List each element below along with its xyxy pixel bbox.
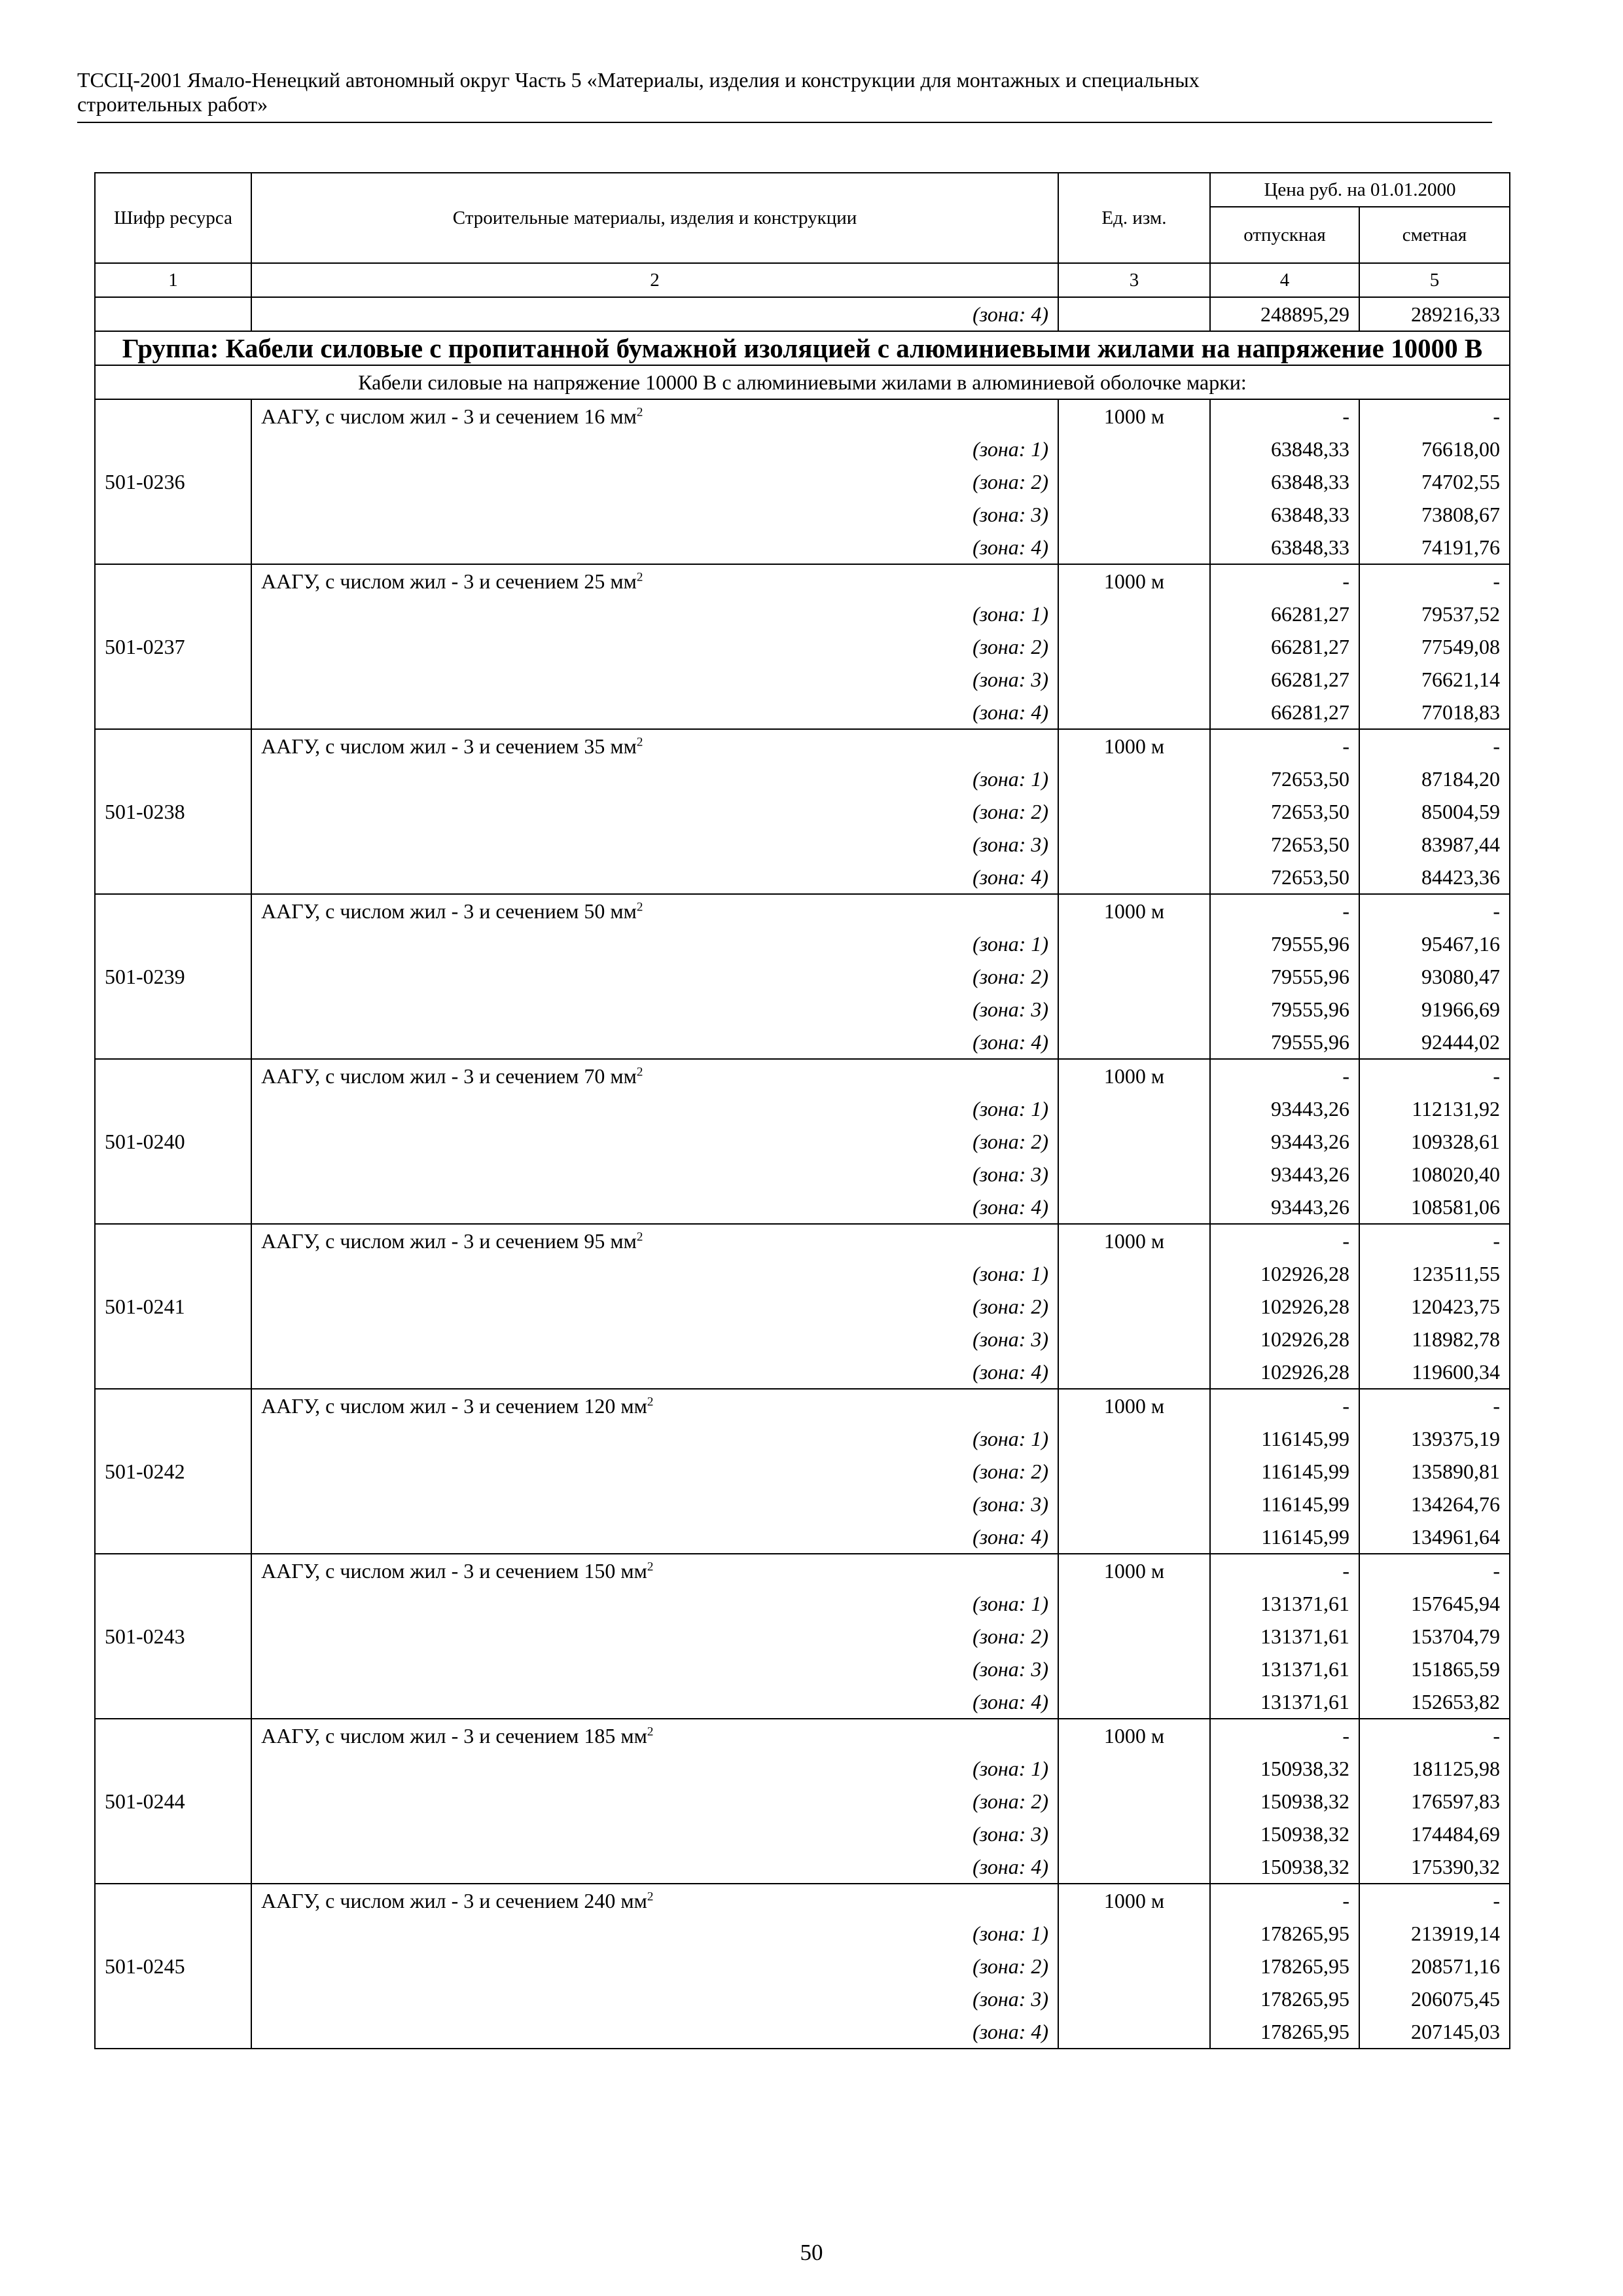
zone-release-price: 116145,99 <box>1210 1488 1359 1520</box>
unit-of-measure: 1000 м <box>1058 1389 1210 1554</box>
resource-code: 501-0244 <box>95 1719 251 1884</box>
zone-row <box>95 1685 1510 1719</box>
zone-row <box>95 598 1510 630</box>
zone-estimate-price: 77549,08 <box>1359 630 1510 663</box>
col-number-1: 1 <box>95 263 251 297</box>
zone-label: (зона: 3) <box>251 663 1058 696</box>
unit-superscript: 2 <box>647 1395 654 1409</box>
zone-label: (зона: 2) <box>251 465 1058 498</box>
table-row <box>95 1389 1510 1422</box>
estimate-price: - <box>1359 1884 1510 1917</box>
zone-estimate-price: 95467,16 <box>1359 927 1510 960</box>
col-header-price: Цена руб. на 01.01.2000 <box>1210 173 1510 207</box>
col-header-material: Строительные материалы, изделия и конструкции <box>251 173 1058 263</box>
zone-row <box>95 1257 1510 1290</box>
col-number-4: 4 <box>1210 263 1359 297</box>
zone-release-price: 93443,26 <box>1210 1092 1359 1125</box>
unit-of-measure: 1000 м <box>1058 894 1210 1059</box>
zone-row <box>95 1191 1510 1224</box>
zone-estimate-price: 134961,64 <box>1359 1520 1510 1554</box>
col-header-code: Шифр ресурса <box>95 173 251 263</box>
resource-code: 501-0239 <box>95 894 251 1059</box>
zone-release-price: 66281,27 <box>1210 696 1359 729</box>
price-table <box>94 172 1510 2049</box>
zone-row <box>95 1125 1510 1158</box>
table-row <box>95 564 1510 598</box>
zone-row <box>95 1355 1510 1389</box>
zone-release-price: 116145,99 <box>1210 1422 1359 1455</box>
zone-row <box>95 1982 1510 2015</box>
resource-code: 501-0243 <box>95 1554 251 1719</box>
material-name <box>251 1884 1058 1917</box>
zone-release-price: 72653,50 <box>1210 795 1359 828</box>
material-name <box>251 564 1058 598</box>
estimate-price: - <box>1359 564 1510 598</box>
col-number-3: 3 <box>1058 263 1210 297</box>
zone-row <box>95 1785 1510 1818</box>
zone-label: (зона: 2) <box>251 630 1058 663</box>
unit-superscript: 2 <box>636 1230 643 1244</box>
zone-label: (зона: 1) <box>251 1587 1058 1620</box>
zone-row <box>95 828 1510 861</box>
zone-release-price: 93443,26 <box>1210 1158 1359 1191</box>
zone-estimate-price: 157645,94 <box>1359 1587 1510 1620</box>
zone-label: (зона: 2) <box>251 1125 1058 1158</box>
zone-row <box>95 1917 1510 1950</box>
zone-label: (зона: 4) <box>251 1355 1058 1389</box>
zone-release-price: 66281,27 <box>1210 663 1359 696</box>
zone-estimate-price: 87184,20 <box>1359 762 1510 795</box>
release-price: - <box>1210 1389 1359 1422</box>
zone-label: (зона: 4) <box>251 531 1058 564</box>
material-name <box>251 1719 1058 1752</box>
unit-superscript: 2 <box>636 1065 643 1079</box>
material-name-text: ААГУ, с числом жил - 3 и сечением 185 мм <box>261 1724 647 1748</box>
zone-estimate-price: 83987,44 <box>1359 828 1510 861</box>
table-row <box>95 1554 1510 1587</box>
zone-release-price: 79555,96 <box>1210 1026 1359 1059</box>
zone-row <box>95 1950 1510 1982</box>
release-price: - <box>1210 564 1359 598</box>
unit-superscript: 2 <box>647 1890 654 1904</box>
zone-release-price: 150938,32 <box>1210 1752 1359 1785</box>
zone-release-price: 79555,96 <box>1210 927 1359 960</box>
zone-label: (зона: 4) <box>251 1850 1058 1884</box>
zone-estimate-price: 77018,83 <box>1359 696 1510 729</box>
zone-release-price: 66281,27 <box>1210 598 1359 630</box>
zone-row <box>95 663 1510 696</box>
zone-row <box>95 1488 1510 1520</box>
zone-estimate-price: 123511,55 <box>1359 1257 1510 1290</box>
carryover-code <box>95 297 251 331</box>
zone-estimate-price: 152653,82 <box>1359 1685 1510 1719</box>
unit-of-measure: 1000 м <box>1058 399 1210 564</box>
zone-row <box>95 630 1510 663</box>
zone-label: (зона: 3) <box>251 1158 1058 1191</box>
zone-release-price: 150938,32 <box>1210 1850 1359 1884</box>
zone-release-price: 150938,32 <box>1210 1818 1359 1850</box>
col-header-estimate: сметная <box>1359 207 1510 263</box>
zone-row <box>95 861 1510 894</box>
zone-row <box>95 762 1510 795</box>
zone-label: (зона: 4) <box>251 1191 1058 1224</box>
material-name-text: ААГУ, с числом жил - 3 и сечением 95 мм <box>261 1229 637 1253</box>
carryover-release: 248895,29 <box>1210 297 1359 331</box>
zone-release-price: 63848,33 <box>1210 465 1359 498</box>
material-name <box>251 1389 1058 1422</box>
col-header-release: отпускная <box>1210 207 1359 263</box>
zone-estimate-price: 153704,79 <box>1359 1620 1510 1653</box>
zone-row <box>95 927 1510 960</box>
subgroup-row <box>95 365 1510 399</box>
zone-row <box>95 1158 1510 1191</box>
zone-estimate-price: 213919,14 <box>1359 1917 1510 1950</box>
zone-release-price: 131371,61 <box>1210 1685 1359 1719</box>
table-row <box>95 399 1510 433</box>
zone-label: (зона: 2) <box>251 1620 1058 1653</box>
carryover-zone: (зона: 4) <box>251 297 1058 331</box>
unit-superscript: 2 <box>636 570 643 584</box>
zone-label: (зона: 1) <box>251 1257 1058 1290</box>
release-price: - <box>1210 894 1359 927</box>
unit-superscript: 2 <box>647 1725 654 1739</box>
zone-row <box>95 2015 1510 2049</box>
column-number-row <box>95 263 1510 297</box>
zone-label: (зона: 2) <box>251 960 1058 993</box>
zone-row <box>95 960 1510 993</box>
unit-superscript: 2 <box>636 735 643 749</box>
zone-label: (зона: 3) <box>251 1488 1058 1520</box>
zone-row <box>95 795 1510 828</box>
group-title: Группа: Кабели силовые с пропитанной бумажной изоляцией с алюминиевыми жилами на напряжение 10000 В <box>95 331 1510 365</box>
zone-row <box>95 1520 1510 1554</box>
zone-estimate-price: 108020,40 <box>1359 1158 1510 1191</box>
table-row <box>95 1884 1510 1917</box>
zone-estimate-price: 119600,34 <box>1359 1355 1510 1389</box>
zone-label: (зона: 3) <box>251 1653 1058 1685</box>
subgroup-title: Кабели силовые на напряжение 10000 В с алюминиевыми жилами в алюминиевой оболочке марки: <box>95 365 1510 399</box>
zone-row <box>95 1620 1510 1653</box>
table-row <box>95 1719 1510 1752</box>
estimate-price: - <box>1359 399 1510 433</box>
zone-estimate-price: 91966,69 <box>1359 993 1510 1026</box>
material-name-text: ААГУ, с числом жил - 3 и сечением 150 мм <box>261 1559 647 1583</box>
zone-release-price: 116145,99 <box>1210 1520 1359 1554</box>
estimate-price: - <box>1359 1059 1510 1092</box>
zone-label: (зона: 1) <box>251 1752 1058 1785</box>
zone-row <box>95 993 1510 1026</box>
resource-code: 501-0240 <box>95 1059 251 1224</box>
zone-row <box>95 1323 1510 1355</box>
zone-release-price: 102926,28 <box>1210 1290 1359 1323</box>
col-number-2: 2 <box>251 263 1058 297</box>
header-rule <box>77 122 1492 123</box>
zone-release-price: 79555,96 <box>1210 960 1359 993</box>
zone-estimate-price: 73808,67 <box>1359 498 1510 531</box>
zone-row <box>95 531 1510 564</box>
zone-release-price: 63848,33 <box>1210 498 1359 531</box>
resource-code: 501-0245 <box>95 1884 251 2049</box>
zone-estimate-price: 108581,06 <box>1359 1191 1510 1224</box>
zone-release-price: 93443,26 <box>1210 1191 1359 1224</box>
zone-label: (зона: 2) <box>251 1290 1058 1323</box>
zone-release-price: 72653,50 <box>1210 828 1359 861</box>
zone-label: (зона: 4) <box>251 1026 1058 1059</box>
zone-label: (зона: 3) <box>251 828 1058 861</box>
estimate-price: - <box>1359 1224 1510 1257</box>
zone-release-price: 93443,26 <box>1210 1125 1359 1158</box>
zone-estimate-price: 176597,83 <box>1359 1785 1510 1818</box>
zone-release-price: 102926,28 <box>1210 1355 1359 1389</box>
material-name-text: ААГУ, с числом жил - 3 и сечением 240 мм <box>261 1889 647 1912</box>
col-header-unit: Ед. изм. <box>1058 173 1210 263</box>
carryover-row <box>95 297 1510 331</box>
zone-estimate-price: 181125,98 <box>1359 1752 1510 1785</box>
zone-release-price: 102926,28 <box>1210 1323 1359 1355</box>
carryover-unit <box>1058 297 1210 331</box>
carryover-estimate: 289216,33 <box>1359 297 1510 331</box>
zone-estimate-price: 74702,55 <box>1359 465 1510 498</box>
unit-of-measure: 1000 м <box>1058 1554 1210 1719</box>
zone-label: (зона: 4) <box>251 1685 1058 1719</box>
unit-of-measure: 1000 м <box>1058 1719 1210 1884</box>
zone-label: (зона: 4) <box>251 2015 1058 2049</box>
zone-row <box>95 1850 1510 1884</box>
zone-estimate-price: 109328,61 <box>1359 1125 1510 1158</box>
zone-estimate-price: 76621,14 <box>1359 663 1510 696</box>
unit-of-measure: 1000 м <box>1058 1224 1210 1389</box>
resource-code: 501-0237 <box>95 564 251 729</box>
zone-estimate-price: 175390,32 <box>1359 1850 1510 1884</box>
zone-release-price: 178265,95 <box>1210 1950 1359 1982</box>
zone-row <box>95 498 1510 531</box>
table-header-row <box>95 173 1510 207</box>
zone-estimate-price: 112131,92 <box>1359 1092 1510 1125</box>
zone-estimate-price: 174484,69 <box>1359 1818 1510 1850</box>
zone-estimate-price: 208571,16 <box>1359 1950 1510 1982</box>
zone-label: (зона: 1) <box>251 598 1058 630</box>
material-name <box>251 1059 1058 1092</box>
zone-release-price: 131371,61 <box>1210 1587 1359 1620</box>
resource-code: 501-0242 <box>95 1389 251 1554</box>
unit-of-measure: 1000 м <box>1058 1884 1210 2049</box>
zone-label: (зона: 4) <box>251 1520 1058 1554</box>
zone-label: (зона: 2) <box>251 795 1058 828</box>
material-name <box>251 894 1058 927</box>
table-row <box>95 729 1510 762</box>
zone-release-price: 63848,33 <box>1210 531 1359 564</box>
zone-estimate-price: 84423,36 <box>1359 861 1510 894</box>
release-price: - <box>1210 1554 1359 1587</box>
zone-release-price: 72653,50 <box>1210 861 1359 894</box>
zone-row <box>95 1422 1510 1455</box>
zone-estimate-price: 93080,47 <box>1359 960 1510 993</box>
zone-release-price: 178265,95 <box>1210 1982 1359 2015</box>
release-price: - <box>1210 729 1359 762</box>
release-price: - <box>1210 1884 1359 1917</box>
material-name-text: ААГУ, с числом жил - 3 и сечением 25 мм <box>261 569 637 593</box>
release-price: - <box>1210 1059 1359 1092</box>
zone-label: (зона: 1) <box>251 927 1058 960</box>
unit-superscript: 2 <box>636 900 643 914</box>
zone-release-price: 102926,28 <box>1210 1257 1359 1290</box>
material-name <box>251 1224 1058 1257</box>
zone-label: (зона: 2) <box>251 1950 1058 1982</box>
material-name-text: ААГУ, с числом жил - 3 и сечением 50 мм <box>261 899 637 923</box>
zone-release-price: 66281,27 <box>1210 630 1359 663</box>
zone-label: (зона: 2) <box>251 1785 1058 1818</box>
zone-label: (зона: 3) <box>251 993 1058 1026</box>
table-row <box>95 1059 1510 1092</box>
zone-label: (зона: 1) <box>251 1917 1058 1950</box>
zone-row <box>95 1587 1510 1620</box>
zone-label: (зона: 1) <box>251 433 1058 465</box>
group-row <box>95 331 1510 365</box>
document-header <box>77 68 1484 117</box>
estimate-price: - <box>1359 1389 1510 1422</box>
zone-release-price: 178265,95 <box>1210 2015 1359 2049</box>
release-price: - <box>1210 399 1359 433</box>
zone-estimate-price: 76618,00 <box>1359 433 1510 465</box>
zone-release-price: 178265,95 <box>1210 1917 1359 1950</box>
estimate-price: - <box>1359 729 1510 762</box>
zone-row <box>95 1290 1510 1323</box>
zone-label: (зона: 4) <box>251 861 1058 894</box>
zone-release-price: 150938,32 <box>1210 1785 1359 1818</box>
unit-superscript: 2 <box>636 405 643 420</box>
zone-release-price: 63848,33 <box>1210 433 1359 465</box>
zone-estimate-price: 135890,81 <box>1359 1455 1510 1488</box>
zone-row <box>95 1818 1510 1850</box>
material-name-text: ААГУ, с числом жил - 3 и сечением 120 мм <box>261 1394 647 1418</box>
estimate-price: - <box>1359 894 1510 927</box>
zone-label: (зона: 1) <box>251 1092 1058 1125</box>
zone-release-price: 79555,96 <box>1210 993 1359 1026</box>
material-name <box>251 399 1058 433</box>
zone-estimate-price: 134264,76 <box>1359 1488 1510 1520</box>
zone-row <box>95 1752 1510 1785</box>
zone-row <box>95 1653 1510 1685</box>
zone-row <box>95 696 1510 729</box>
page-number: 50 <box>800 2240 823 2265</box>
zone-row <box>95 1026 1510 1059</box>
zone-estimate-price: 206075,45 <box>1359 1982 1510 2015</box>
zone-row <box>95 1092 1510 1125</box>
material-name-text: ААГУ, с числом жил - 3 и сечением 70 мм <box>261 1064 637 1088</box>
unit-of-measure: 1000 м <box>1058 564 1210 729</box>
zone-label: (зона: 3) <box>251 498 1058 531</box>
header-line-1: ТССЦ-2001 Ямало-Ненецкий автономный округ Часть 5 «Материалы, изделия и конструкции для монтажных и специальных <box>77 68 1200 92</box>
zone-estimate-price: 85004,59 <box>1359 795 1510 828</box>
unit-of-measure: 1000 м <box>1058 729 1210 894</box>
resource-code: 501-0236 <box>95 399 251 564</box>
col-number-5: 5 <box>1359 263 1510 297</box>
zone-estimate-price: 92444,02 <box>1359 1026 1510 1059</box>
zone-release-price: 72653,50 <box>1210 762 1359 795</box>
zone-label: (зона: 3) <box>251 1323 1058 1355</box>
zone-estimate-price: 79537,52 <box>1359 598 1510 630</box>
zone-label: (зона: 3) <box>251 1982 1058 2015</box>
zone-estimate-price: 207145,03 <box>1359 2015 1510 2049</box>
resource-code: 501-0241 <box>95 1224 251 1389</box>
zone-row <box>95 465 1510 498</box>
zone-label: (зона: 2) <box>251 1455 1058 1488</box>
unit-superscript: 2 <box>647 1560 654 1574</box>
zone-estimate-price: 120423,75 <box>1359 1290 1510 1323</box>
zone-label: (зона: 4) <box>251 696 1058 729</box>
material-name <box>251 1554 1058 1587</box>
release-price: - <box>1210 1224 1359 1257</box>
unit-of-measure: 1000 м <box>1058 1059 1210 1224</box>
zone-release-price: 116145,99 <box>1210 1455 1359 1488</box>
table-row <box>95 1224 1510 1257</box>
zone-estimate-price: 151865,59 <box>1359 1653 1510 1685</box>
resource-code: 501-0238 <box>95 729 251 894</box>
zone-row <box>95 1455 1510 1488</box>
estimate-price: - <box>1359 1554 1510 1587</box>
zone-label: (зона: 1) <box>251 762 1058 795</box>
zone-label: (зона: 1) <box>251 1422 1058 1455</box>
zone-release-price: 131371,61 <box>1210 1620 1359 1653</box>
zone-row <box>95 433 1510 465</box>
material-name <box>251 729 1058 762</box>
zone-estimate-price: 74191,76 <box>1359 531 1510 564</box>
zone-estimate-price: 118982,78 <box>1359 1323 1510 1355</box>
release-price: - <box>1210 1719 1359 1752</box>
material-name-text: ААГУ, с числом жил - 3 и сечением 16 мм <box>261 404 637 428</box>
header-line-2: строительных работ» <box>77 92 268 116</box>
table-row <box>95 894 1510 927</box>
zone-estimate-price: 139375,19 <box>1359 1422 1510 1455</box>
zone-release-price: 131371,61 <box>1210 1653 1359 1685</box>
zone-label: (зона: 3) <box>251 1818 1058 1850</box>
estimate-price: - <box>1359 1719 1510 1752</box>
material-name-text: ААГУ, с числом жил - 3 и сечением 35 мм <box>261 734 637 758</box>
